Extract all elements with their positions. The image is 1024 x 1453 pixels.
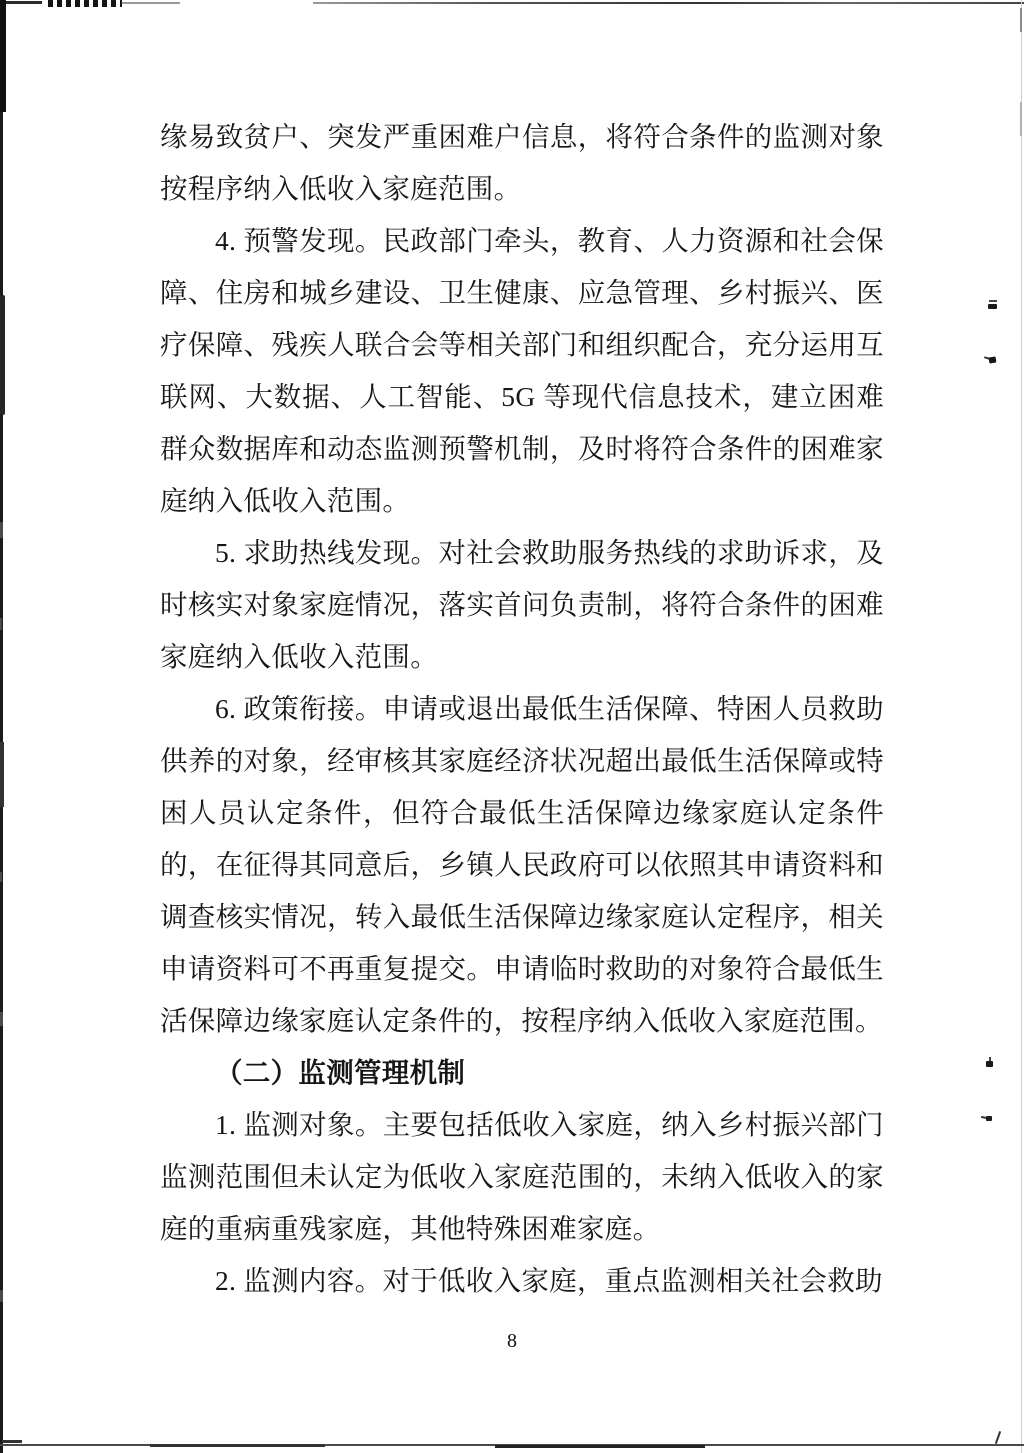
margin-mark — [984, 354, 998, 364]
paragraph: 5. 求助热线发现。对社会救助服务热线的求助诉求，及时核实对象家庭情况，落实首问负责制，将符合条件的困难家庭纳入低收入范围。 — [160, 537, 884, 672]
paragraph: 4. 预警发现。民政部门牵头，教育、人力资源和社会保障、住房和城乡建设、卫生健康、应急管理、乡村振兴、医疗保障、残疾人联合会等相关部门和组织配合，充分运用互联网、大数据、人工智能、5G 等现代信息技术，建立困难群众数据库和动态监测预警机制，及时将符合条件的困难家庭纳入低收入范围。 — [160, 225, 884, 516]
scan-right-edge-line — [1021, 0, 1022, 1453]
page-number: 8 — [507, 1330, 517, 1352]
scan-bottom-edge-line — [0, 1444, 1024, 1446]
document-body — [160, 111, 884, 1307]
section-heading: （二）监测管理机制 — [215, 1057, 466, 1088]
scan-left-edge-smudge — [0, 295, 5, 415]
scan-left-edge-bar — [0, 0, 6, 112]
scan-left-edge-tick — [0, 1290, 3, 1302]
paragraph: 6. 政策衔接。申请或退出最低生活保障、特困人员救助供养的对象，经审核其家庭经济状况超出最低生活保障或特困人员认定条件，但符合最低生活保障边缘家庭认定条件的，在征得其同意后，乡镇人民政府可以依照其申请资料和调查核实情况，转入最低生活保障边缘家庭认定程序，相关申请资料可不再重复提交。申请临时救助的对象符合最低生活保障边缘家庭认定条件的，按程序纳入低收入家庭范围。 — [160, 693, 884, 1036]
scan-bottom-edge-segment — [495, 1445, 705, 1448]
scan-left-edge-tick — [0, 522, 3, 538]
scan-bottom-edge-mark — [995, 1431, 1001, 1444]
paragraph: 1. 监测对象。主要包括低收入家庭，纳入乡村振兴部门监测范围但未认定为低收入家庭范围的，未纳入低收入的家庭的重病重残家庭，其他特殊困难家庭。 — [160, 1109, 884, 1244]
scan-right-edge-tick — [1020, 8, 1022, 32]
scan-right-edge-tick — [1020, 102, 1022, 136]
margin-mark — [988, 300, 998, 309]
paragraph: 2. 监测内容。对于低收入家庭，重点监测相关社会救助 — [215, 1265, 883, 1296]
scan-left-edge-tick — [0, 618, 2, 630]
margin-mark — [985, 1057, 994, 1068]
scan-top-edge-segment — [122, 2, 180, 4]
scan-left-edge-bar — [0, 0, 3, 1453]
scan-bottom-edge-dash — [2, 1440, 22, 1443]
scan-top-edge-line — [313, 2, 1024, 4]
scan-left-edge-tick — [0, 872, 2, 882]
scan-top-edge-dashes — [48, 0, 122, 7]
scan-bottom-edge-segment — [150, 1444, 325, 1447]
paragraph: 缘易致贫户、突发严重困难户信息，将符合条件的监测对象按程序纳入低收入家庭范围。 — [160, 121, 884, 204]
margin-mark — [981, 1114, 994, 1122]
scan-left-edge-smudge — [0, 742, 4, 807]
scan-left-edge-tick — [0, 1012, 3, 1026]
scan-top-edge-segment — [0, 1, 42, 4]
